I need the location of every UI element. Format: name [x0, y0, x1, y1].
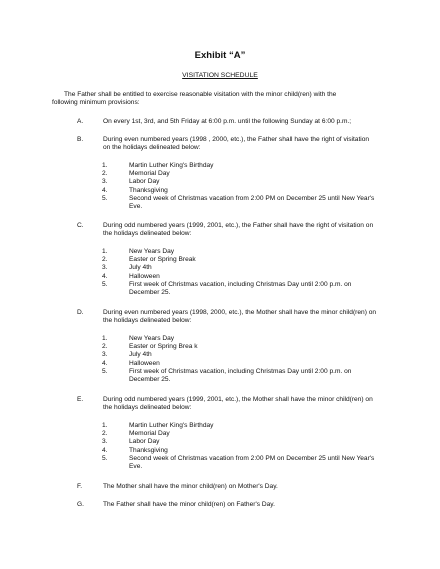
- list-item-text: Martin Luther King's Birthday: [129, 162, 214, 169]
- list-item-number: 5.: [102, 454, 108, 462]
- list-item-text: Easter or Spring Brea k: [129, 343, 198, 351]
- list-item-number: 3.: [102, 178, 108, 186]
- list-item: [0, 360, 440, 368]
- list-item-text: Second week of Christmas vacation from 2:00 PM on December 25 until New Year's Eve.: [129, 454, 375, 470]
- section-text: During odd numbered years (1999, 2001, etc.), the Father shall have the right of visitation on the holidays delineated below:: [103, 222, 374, 238]
- list-item: [0, 248, 440, 256]
- list-item-number: 4.: [102, 446, 108, 454]
- holiday-list-e: [0, 422, 440, 471]
- list-item-text: Martin Luther King's Birthday: [129, 422, 214, 429]
- list-item-text: New Years Day: [129, 335, 175, 342]
- section-letter: B.: [77, 136, 84, 143]
- list-item-text: Easter or Spring Break: [129, 256, 196, 264]
- list-item-text: Memorial Day: [129, 430, 170, 438]
- list-item-number: 1.: [102, 335, 108, 342]
- list-item-number: 1.: [102, 422, 108, 429]
- section-letter: F.: [77, 483, 83, 490]
- section-text: During odd numbered years (1999, 2001, etc.), the Mother shall have the minor child(ren) on the holidays delineated below:: [103, 396, 373, 412]
- list-item-number: 4.: [102, 186, 108, 194]
- list-item: [0, 422, 440, 430]
- list-item-number: 5.: [102, 280, 108, 288]
- intro-paragraph: [52, 91, 382, 107]
- list-item-text: Thanksgiving: [129, 186, 168, 194]
- section-text: The Mother shall have the minor child(ren) on Mother's Day.: [103, 483, 278, 490]
- section-text: On every 1st, 3rd, and 5th Friday at 6:00 p.m. until the following Sunday at 6:00 p.m.;: [103, 118, 352, 125]
- list-item-number: 3.: [102, 438, 108, 446]
- list-item: [0, 170, 440, 178]
- list-item-text: Thanksgiving: [129, 446, 168, 454]
- holiday-list-b: [0, 162, 440, 211]
- list-item-text: July 4th: [129, 351, 152, 359]
- list-item: [0, 438, 440, 446]
- list-item-number: 1.: [102, 162, 108, 169]
- list-item-number: 5.: [102, 367, 108, 375]
- list-item-text: July 4th: [129, 264, 152, 272]
- section-letter: D.: [77, 309, 84, 316]
- list-item: [0, 187, 440, 195]
- document-title: Exhibit “A”: [194, 50, 246, 61]
- intro-line: The Father shall be entitled to exercise reasonable visitation with the minor child(ren) with the: [64, 91, 337, 98]
- list-item-number: 5.: [102, 194, 108, 202]
- document-subtitle: VISITATION SCHEDULE: [182, 72, 258, 79]
- section-text: The Father shall have the minor child(ren) on Father's Day.: [103, 501, 275, 508]
- list-item-text: Memorial Day: [129, 170, 170, 178]
- list-item: [0, 335, 440, 343]
- list-item-text: First week of Christmas vacation, including Christmas Day until 2:00 p.m. on December 25.: [129, 280, 352, 296]
- section-text: During even numbered years (1998 , 2000, etc.), the Father shall have the right of visitation on the holidays delineated below:: [103, 136, 370, 152]
- list-item: [0, 455, 440, 471]
- list-item-text: Halloween: [129, 359, 160, 367]
- holiday-list-d: [0, 335, 440, 384]
- list-item-number: 1.: [102, 248, 108, 255]
- section-letter: C.: [77, 222, 84, 229]
- list-item: [0, 162, 440, 170]
- list-item: [0, 281, 440, 297]
- list-item-number: 3.: [102, 264, 108, 272]
- list-item-text: First week of Christmas vacation, including Christmas Day until 2:00 p.m. on December 25.: [129, 367, 352, 383]
- list-item-text: Labor Day: [129, 178, 160, 186]
- list-item-text: Second week of Christmas vacation from 2:00 PM on December 25 until New Year's Eve.: [129, 194, 375, 210]
- list-item: [0, 178, 440, 186]
- list-item-text: New Years Day: [129, 248, 175, 255]
- list-item: [0, 256, 440, 264]
- list-item: [0, 195, 440, 211]
- section-letter: G.: [77, 501, 84, 508]
- holiday-list-c: [0, 248, 440, 297]
- section-letter: E.: [77, 396, 84, 403]
- intro-line: following minimum provisions:: [52, 99, 140, 107]
- list-item-number: 2.: [102, 170, 108, 178]
- list-item-text: Halloween: [129, 272, 160, 280]
- list-item: [0, 368, 440, 384]
- list-item-number: 4.: [102, 359, 108, 367]
- list-item: [0, 264, 440, 272]
- list-item: [0, 430, 440, 438]
- list-item: [0, 351, 440, 359]
- list-item: [0, 447, 440, 455]
- list-item-number: 4.: [102, 272, 108, 280]
- list-item-text: Labor Day: [129, 438, 160, 446]
- list-item-number: 3.: [102, 351, 108, 359]
- list-item: [0, 273, 440, 281]
- list-item-number: 2.: [102, 343, 108, 351]
- list-item-number: 2.: [102, 430, 108, 438]
- list-item-number: 2.: [102, 256, 108, 264]
- list-item: [0, 343, 440, 351]
- section-text: During even numbered years (1998, 2000, etc.), the Mother shall have the minor child(ren) on the holidays delineated below:: [103, 309, 377, 325]
- section-letter: A.: [77, 118, 84, 125]
